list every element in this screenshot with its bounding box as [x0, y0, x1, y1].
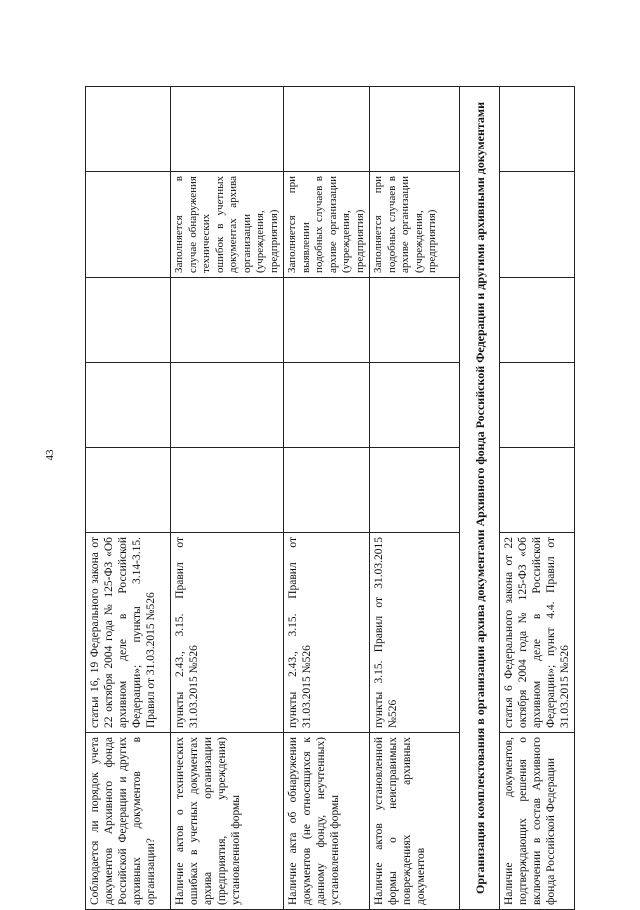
question-cell: Наличие документов, подтверждающих решения о включении в состав Архивного фонда Российской Федерации — [500, 733, 575, 910]
note-cell: Заполняется при выявлении подобных случаев в архиве организации (учреждения, предприятия) — [284, 172, 370, 278]
basis-cell: пункты 2.43., 3.15. Правил от 31.03.2015 №526 — [284, 533, 370, 733]
extra-cell — [500, 87, 575, 172]
answer-no-cell — [171, 363, 284, 448]
answer-yes-cell — [86, 448, 171, 533]
basis-cell: статьи 16, 19 Федерального закона от 22 октября 2004 года № 125-ФЗ «Об архивном деле в Российской Федерации»; пункты 3.14-3.15. Правил от 31.03.2015 №526 — [86, 533, 171, 733]
landscape-content — [85, 87, 571, 910]
answer-no-cell — [500, 363, 575, 448]
question-cell: Наличие актов о технических ошибках в учетных документах архива организации (предприятия, учреждения) установленной формы — [171, 733, 284, 910]
rotated-page — [85, 87, 571, 910]
table-row — [86, 87, 171, 910]
table-row — [370, 87, 460, 910]
section-row — [460, 87, 500, 910]
answer-na-cell — [500, 278, 575, 363]
answer-na-cell — [171, 278, 284, 363]
answer-na-cell — [370, 278, 460, 363]
page-number: 43 — [44, 449, 56, 461]
note-cell — [86, 172, 171, 278]
answer-no-cell — [284, 363, 370, 448]
table-row — [171, 87, 284, 910]
checklist-table — [85, 86, 575, 910]
extra-cell — [370, 87, 460, 172]
basis-cell: статья 6 Федерального закона от 22 октября 2004 года № 125-ФЗ «Об архивном деле в Российской Федерации»; пункт 4.4. Правил от 31.03.2015 №526 — [500, 533, 575, 733]
note-cell — [500, 172, 575, 278]
question-cell: Наличие актов установленной формы о неисправимых повреждениях архивных документов — [370, 733, 460, 910]
answer-no-cell — [86, 363, 171, 448]
basis-cell: пункты 2.43., 3.15. Правил от 31.03.2015 №526 — [171, 533, 284, 733]
question-cell: Соблюдается ли порядок учета документов Архивного фонда Российской Федерации и других архивных документов в организации? — [86, 733, 171, 910]
answer-yes-cell — [500, 448, 575, 533]
extra-cell — [86, 87, 171, 172]
note-cell: Заполняется при подобных случаев в архиве организации (учреждения, предприятия) — [370, 172, 460, 278]
section-title: Организация комплектования в организации архива документами Архивного фонда Российской Федерации и другими архивными документами — [460, 87, 500, 910]
answer-na-cell — [86, 278, 171, 363]
note-cell: Заполняется в случае обнаружения технических ошибок в учетных документах архива организации (учреждения, предприятия) — [171, 172, 284, 278]
table-row — [284, 87, 370, 910]
basis-cell: пункты 3.15. Правил от 31.03.2015 №526 — [370, 533, 460, 733]
answer-yes-cell — [370, 448, 460, 533]
question-cell: Наличие акта об обнаружении документов (не относящихся к данному фонду, неучтенных) установленной формы — [284, 733, 370, 910]
extra-cell — [171, 87, 284, 172]
answer-yes-cell — [171, 448, 284, 533]
answer-no-cell — [370, 363, 460, 448]
extra-cell — [284, 87, 370, 172]
answer-na-cell — [284, 278, 370, 363]
table-row — [500, 87, 575, 910]
answer-yes-cell — [284, 448, 370, 533]
